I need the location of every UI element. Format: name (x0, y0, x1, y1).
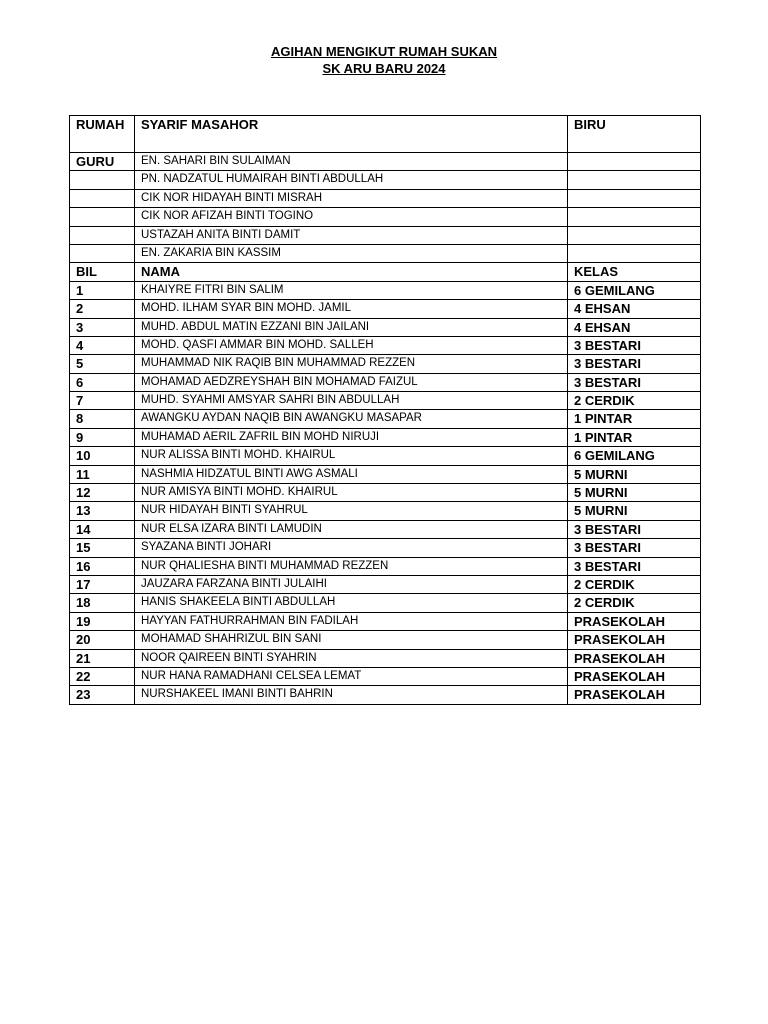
student-name: NURSHAKEEL IMANI BINTI BAHRIN (135, 686, 568, 704)
student-number: 5 (70, 355, 135, 373)
empty-cell (568, 171, 701, 189)
house-label-text: RUMAH (76, 117, 125, 132)
student-number: 21 (70, 649, 135, 667)
student-row (70, 649, 701, 667)
teacher-name: PN. NADZATUL HUMAIRAH BINTI ABDULLAH (135, 171, 568, 189)
student-class: 4 EHSAN (568, 318, 701, 336)
teacher-row (70, 171, 701, 189)
house-header-row (70, 116, 701, 153)
teacher-row (70, 208, 701, 226)
student-number: 14 (70, 520, 135, 538)
house-name: SYARIF MASAHOR (135, 116, 568, 153)
student-class: 1 PINTAR (568, 428, 701, 446)
student-row (70, 557, 701, 575)
bil-header: BIL (70, 263, 135, 281)
student-row (70, 594, 701, 612)
student-class: 5 MURNI (568, 502, 701, 520)
student-class: 4 EHSAN (568, 300, 701, 318)
student-row (70, 612, 701, 630)
empty-cell (568, 226, 701, 244)
student-class: PRASEKOLAH (568, 612, 701, 630)
student-row (70, 392, 701, 410)
house-color: BIRU (568, 116, 701, 153)
student-class: PRASEKOLAH (568, 667, 701, 685)
student-name: MUHD. SYAHMI AMSYAR SAHRI BIN ABDULLAH (135, 392, 568, 410)
student-name: AWANGKU AYDAN NAQIB BIN AWANGKU MASAPAR (135, 410, 568, 428)
empty-cell (568, 244, 701, 262)
student-row (70, 484, 701, 502)
student-row (70, 520, 701, 538)
student-number: 7 (70, 392, 135, 410)
student-class: 2 CERDIK (568, 594, 701, 612)
student-name: SYAZANA BINTI JOHARI (135, 539, 568, 557)
student-number: 9 (70, 428, 135, 446)
empty-cell (568, 208, 701, 226)
student-name: NUR HANA RAMADHANI CELSEA LEMAT (135, 667, 568, 685)
student-class: 1 PINTAR (568, 410, 701, 428)
teacher-row (70, 226, 701, 244)
student-class: 5 MURNI (568, 465, 701, 483)
student-name: JAUZARA FARZANA BINTI JULAIHI (135, 575, 568, 593)
student-number: 12 (70, 484, 135, 502)
student-row (70, 336, 701, 354)
student-name: MOHD. ILHAM SYAR BIN MOHD. JAMIL (135, 300, 568, 318)
student-number: 13 (70, 502, 135, 520)
teacher-name: USTAZAH ANITA BINTI DAMIT (135, 226, 568, 244)
student-name: NUR HIDAYAH BINTI SYAHRUL (135, 502, 568, 520)
student-class: 2 CERDIK (568, 392, 701, 410)
student-class: 3 BESTARI (568, 520, 701, 538)
student-number: 16 (70, 557, 135, 575)
teacher-name: CIK NOR HIDAYAH BINTI MISRAH (135, 189, 568, 207)
student-class: 6 GEMILANG (568, 447, 701, 465)
empty-cell (70, 244, 135, 262)
kelas-header: KELAS (568, 263, 701, 281)
empty-cell (568, 189, 701, 207)
student-number: 4 (70, 336, 135, 354)
teacher-row (70, 189, 701, 207)
student-number: 3 (70, 318, 135, 336)
student-number: 8 (70, 410, 135, 428)
empty-cell (70, 189, 135, 207)
empty-cell (568, 153, 701, 171)
student-class: 3 BESTARI (568, 373, 701, 391)
student-name: MUHAMMAD NIK RAQIB BIN MUHAMMAD REZZEN (135, 355, 568, 373)
empty-cell (70, 208, 135, 226)
student-number: 20 (70, 631, 135, 649)
student-number: 19 (70, 612, 135, 630)
student-name: NUR ELSA IZARA BINTI LAMUDIN (135, 520, 568, 538)
student-number: 15 (70, 539, 135, 557)
student-class: PRASEKOLAH (568, 649, 701, 667)
student-row (70, 686, 701, 704)
student-name: HANIS SHAKEELA BINTI ABDULLAH (135, 594, 568, 612)
student-number: 18 (70, 594, 135, 612)
student-name: MOHAMAD SHAHRIZUL BIN SANI (135, 631, 568, 649)
nama-header: NAMA (135, 263, 568, 281)
student-name: MOHAMAD AEDZREYSHAH BIN MOHAMAD FAIZUL (135, 373, 568, 391)
student-class: PRASEKOLAH (568, 631, 701, 649)
student-class: 3 BESTARI (568, 336, 701, 354)
student-number: 10 (70, 447, 135, 465)
student-name: MUHD. ABDUL MATIN EZZANI BIN JAILANI (135, 318, 568, 336)
student-number: 6 (70, 373, 135, 391)
student-class: 3 BESTARI (568, 539, 701, 557)
student-class: 3 BESTARI (568, 355, 701, 373)
student-number: 22 (70, 667, 135, 685)
student-number: 17 (70, 575, 135, 593)
student-name: NOOR QAIREEN BINTI SYAHRIN (135, 649, 568, 667)
teacher-name: CIK NOR AFIZAH BINTI TOGINO (135, 208, 568, 226)
student-row (70, 318, 701, 336)
student-class: 2 CERDIK (568, 575, 701, 593)
student-number: 2 (70, 300, 135, 318)
student-name: NUR ALISSA BINTI MOHD. KHAIRUL (135, 447, 568, 465)
student-row (70, 447, 701, 465)
student-header-row (70, 263, 701, 281)
student-name: NUR AMISYA BINTI MOHD. KHAIRUL (135, 484, 568, 502)
student-name: MUHAMAD AERIL ZAFRIL BIN MOHD NIRUJI (135, 428, 568, 446)
guru-label: GURU (70, 153, 135, 171)
teacher-name: EN. SAHARI BIN SULAIMAN (135, 153, 568, 171)
student-row (70, 575, 701, 593)
empty-cell (70, 226, 135, 244)
empty-cell (70, 171, 135, 189)
student-row (70, 502, 701, 520)
student-row (70, 373, 701, 391)
student-class: 5 MURNI (568, 484, 701, 502)
student-number: 23 (70, 686, 135, 704)
student-name: HAYYAN FATHURRAHMAN BIN FADILAH (135, 612, 568, 630)
teacher-row (70, 153, 701, 171)
student-name: MOHD. QASFI AMMAR BIN MOHD. SALLEH (135, 336, 568, 354)
student-name: NUR QHALIESHA BINTI MUHAMMAD REZZEN (135, 557, 568, 575)
student-row (70, 281, 701, 299)
student-class: 3 BESTARI (568, 557, 701, 575)
table-body (70, 116, 701, 705)
student-name: KHAIYRE FITRI BIN SALIM (135, 281, 568, 299)
student-class: PRASEKOLAH (568, 686, 701, 704)
student-row (70, 667, 701, 685)
student-row (70, 300, 701, 318)
student-class: 6 GEMILANG (568, 281, 701, 299)
student-number: 1 (70, 281, 135, 299)
house-label (70, 116, 135, 153)
teacher-name: EN. ZAKARIA BIN KASSIM (135, 244, 568, 262)
document-subtitle: SK ARU BARU 2024 (322, 61, 446, 76)
student-row (70, 355, 701, 373)
student-row (70, 410, 701, 428)
student-name: NASHMIA HIDZATUL BINTI AWG ASMALI (135, 465, 568, 483)
student-number: 11 (70, 465, 135, 483)
document-title: AGIHAN MENGIKUT RUMAH SUKAN (270, 44, 498, 59)
teacher-row (70, 244, 701, 262)
sports-house-table (69, 115, 701, 705)
student-row (70, 428, 701, 446)
student-row (70, 539, 701, 557)
student-row (70, 465, 701, 483)
document-title-block (0, 43, 768, 77)
student-row (70, 631, 701, 649)
